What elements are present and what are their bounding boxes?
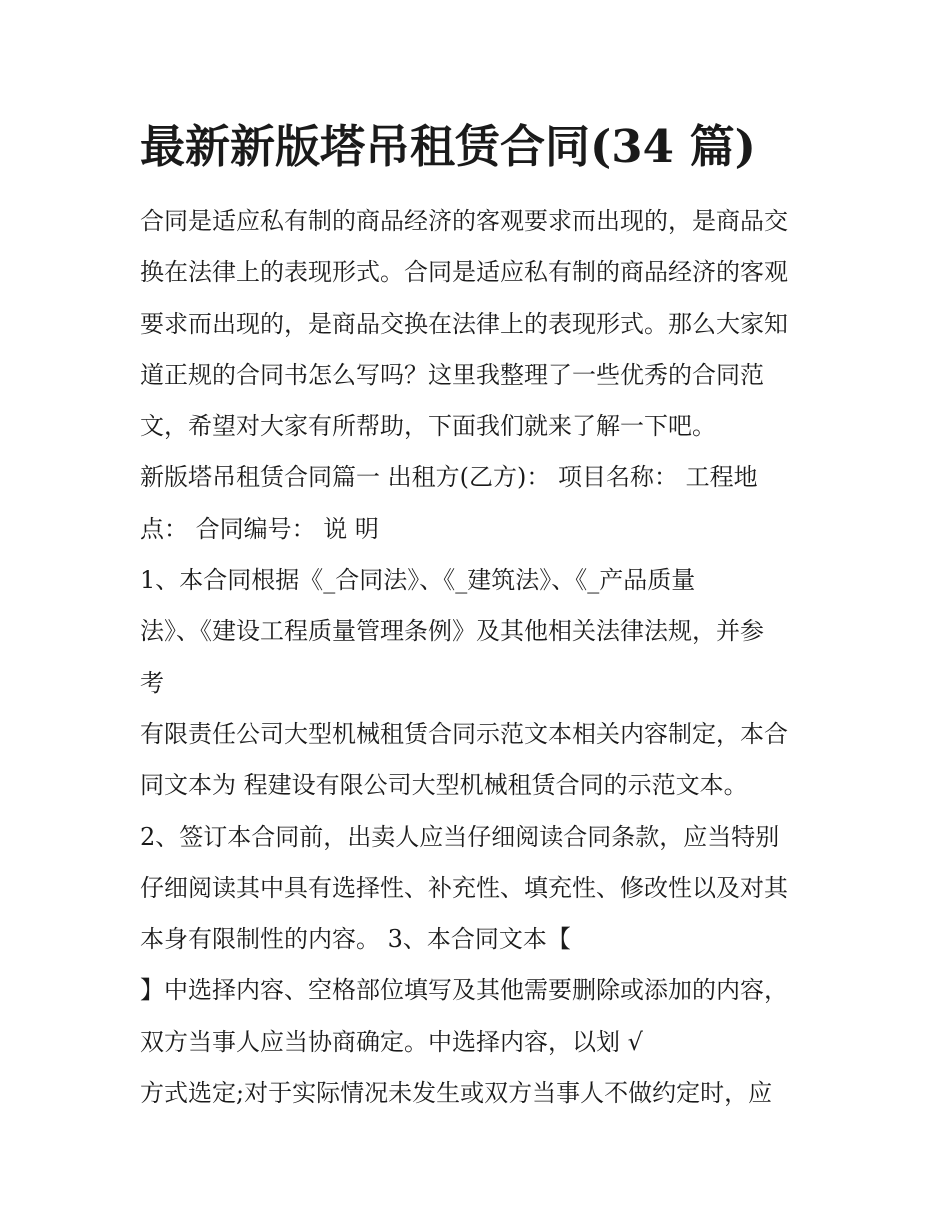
text-line: 仔细阅读其中具有选择性、补充性、填充性、修改性以及对其 — [140, 873, 788, 902]
text-line: 有限责任公司大型机械租赁合同示范文本相关内容制定，本合 — [140, 719, 788, 748]
text-line: 道正规的合同书怎么写吗？这里我整理了一些优秀的合同范 — [140, 360, 764, 389]
text-line: 合同是适应私有制的商品经济的客观要求而出现的，是商品交 — [140, 207, 788, 235]
text-line: 新版塔吊租赁合同篇一 出租方(乙方)： 项目名称： 工程地 — [140, 463, 758, 492]
text-line: 双方当事人应当协商确定。中选择内容，以划 √ — [140, 1027, 643, 1056]
text-line: 法》、《建设工程质量管理条例》及其他相关法律法规，并参 — [140, 617, 764, 646]
text-line: 本身有限制性的内容。 3、本合同文本【 — [140, 925, 571, 954]
text-line: 方式选定;对于实际情况未发生或双方当事人不做约定时，应 — [140, 1079, 773, 1108]
page-title: 最新新版塔吊租赁合同(34 篇) — [140, 120, 756, 173]
text-line: 文，希望对大家有所帮助，下面我们就来了解一下吧。 — [140, 412, 716, 441]
text-line: 换在法律上的表现形式。合同是适应私有制的商品经济的客观 — [140, 258, 788, 287]
text-line: 】中选择内容、空格部位填写及其他需要删除或添加的内容， — [140, 976, 788, 1005]
text-line: 考 — [140, 668, 164, 697]
document-body — [140, 196, 840, 1119]
text-line: 点： 合同编号： 说 明 — [140, 514, 379, 543]
text-line: 2、签订本合同前，出卖人应当仔细阅读合同条款，应当特别 — [140, 822, 780, 851]
text-line: 要求而出现的，是商品交换在法律上的表现形式。那么大家知 — [140, 309, 788, 338]
text-line: 1、本合同根据《_合同法》、《_建筑法》、《_产品质量 — [140, 566, 696, 595]
text-line: 同文本为 程建设有限公司大型机械租赁合同的示范文本。 — [140, 771, 748, 800]
